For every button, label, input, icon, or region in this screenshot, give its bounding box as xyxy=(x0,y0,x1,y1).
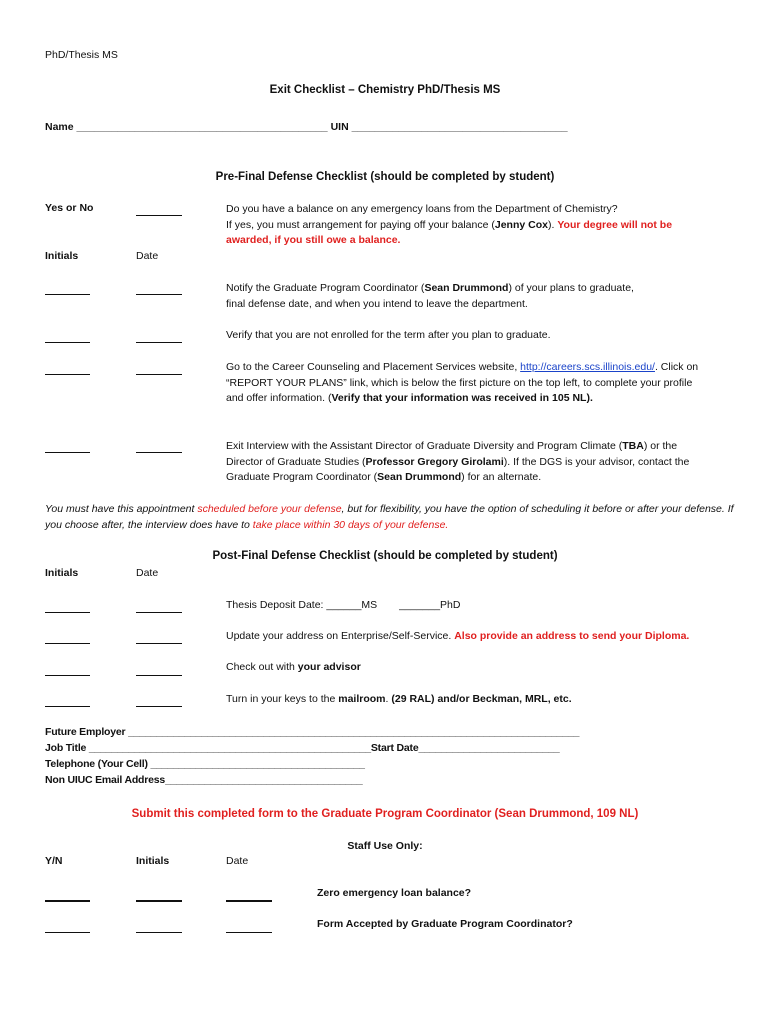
staff-heading: Staff Use Only: xyxy=(347,840,423,852)
post-initials-header: Initials xyxy=(45,567,79,579)
pre-initials-header: Initials xyxy=(45,250,79,262)
pre-date-header: Date xyxy=(136,250,159,262)
initials-blank[interactable] xyxy=(136,900,182,902)
future-employer-field[interactable]: Future Employer ________________________________________________________________________________ xyxy=(45,726,580,738)
post-item-address: Update your address on Enterprise/Self-Service. Also provide an address to send your Diploma. xyxy=(226,630,690,642)
name-field[interactable]: ___________________________________________ xyxy=(76,121,328,133)
name-label: Name xyxy=(45,121,74,133)
initials-blank[interactable] xyxy=(45,294,90,295)
initials-blank[interactable] xyxy=(45,374,90,375)
telephone-field[interactable]: Telephone (Your Cell) ______________________________________ xyxy=(45,758,365,770)
initials-blank[interactable] xyxy=(45,706,90,707)
date-blank[interactable] xyxy=(136,374,182,375)
pre-item-enrollment: Verify that you are not enrolled for the term after you plan to graduate. xyxy=(226,329,551,341)
yes-no-blank[interactable] xyxy=(136,215,182,216)
post-item-advisor: Check out with your advisor xyxy=(226,661,361,673)
date-blank[interactable] xyxy=(136,342,182,343)
appointment-note: You must have this appointment scheduled before your defense, but for flexibility, you have the option of scheduling it before or after your defense. If you choose after, the interview does have to take place within 30 days of your defense. xyxy=(45,503,734,531)
page-title: Exit Checklist – Chemistry PhD/Thesis MS xyxy=(269,84,501,96)
pre-item-notify: Notify the Graduate Program Coordinator (Sean Drummond) of your plans to graduate, final defense date, and when you intend to leave the department. xyxy=(226,282,634,310)
date-blank[interactable] xyxy=(136,643,182,644)
date-blank[interactable] xyxy=(136,452,182,453)
date-blank[interactable] xyxy=(226,900,272,902)
date-blank[interactable] xyxy=(136,706,182,707)
name-uin-line xyxy=(45,121,568,133)
post-date-header: Date xyxy=(136,567,159,579)
careers-link[interactable]: http://careers.scs.illinois.edu/ xyxy=(520,361,655,373)
initials-blank[interactable] xyxy=(45,342,90,343)
yn-blank[interactable] xyxy=(45,900,90,902)
staff-date-header: Date xyxy=(226,855,249,867)
job-title-field[interactable]: Job Title __________________________________________________Start Date_________________________ xyxy=(45,742,560,754)
yes-no-label: Yes or No xyxy=(45,202,94,214)
submit-instruction: Submit this completed form to the Graduate Program Coordinator (Sean Drummond, 109 NL) xyxy=(131,808,639,820)
post-defense-heading: Post-Final Defense Checklist (should be completed by student) xyxy=(212,550,558,562)
staff-item-accepted: Form Accepted by Graduate Program Coordinator? xyxy=(317,918,573,930)
uin-label: UIN xyxy=(330,121,349,133)
initials-blank[interactable] xyxy=(45,675,90,676)
date-blank[interactable] xyxy=(136,294,182,295)
pre-item-loans: Do you have a balance on any emergency loans from the Department of Chemistry? If yes, you must arrangement for paying off your balance (Jenny Cox). Your degree will not be awarded, if you still owe a balance. xyxy=(226,203,673,247)
staff-yn-header: Y/N xyxy=(45,855,63,867)
pre-item-career: Go to the Career Counseling and Placement Services website, http://careers.scs.illinois.edu/. Click on “REPORT YOUR PLANS” link, which is below the first picture on the top left, to complete your profile and offer information. (Verify that your information was received in 105 NL). xyxy=(226,361,699,405)
yn-blank[interactable] xyxy=(45,932,90,933)
email-field[interactable]: Non UIUC Email Address___________________________________ xyxy=(45,774,363,786)
initials-blank[interactable] xyxy=(45,452,90,453)
date-blank[interactable] xyxy=(136,675,182,676)
date-blank[interactable] xyxy=(226,932,272,933)
initials-blank[interactable] xyxy=(45,643,90,644)
initials-blank[interactable] xyxy=(45,612,90,613)
staff-initials-header: Initials xyxy=(136,855,170,867)
post-item-keys: Turn in your keys to the mailroom. (29 RAL) and/or Beckman, MRL, etc. xyxy=(226,693,572,705)
uin-field[interactable]: _____________________________________ xyxy=(351,121,568,133)
staff-item-loan: Zero emergency loan balance? xyxy=(317,887,472,899)
initials-blank[interactable] xyxy=(136,932,182,933)
date-blank[interactable] xyxy=(136,612,182,613)
top-label: PhD/Thesis MS xyxy=(45,49,118,61)
post-item-thesis-deposit: Thesis Deposit Date: ______MS _______PhD xyxy=(226,599,461,611)
pre-item-exit-interview: Exit Interview with the Assistant Director of Graduate Diversity and Program Climate (TBA) or the Director of Graduate Studies (Professor Gregory Girolami). If the DGS is your advisor, contact the Graduate Program Coordinator (Sean Drummond) for an alternate. xyxy=(226,440,690,484)
pre-defense-heading: Pre-Final Defense Checklist (should be completed by student) xyxy=(215,171,555,183)
